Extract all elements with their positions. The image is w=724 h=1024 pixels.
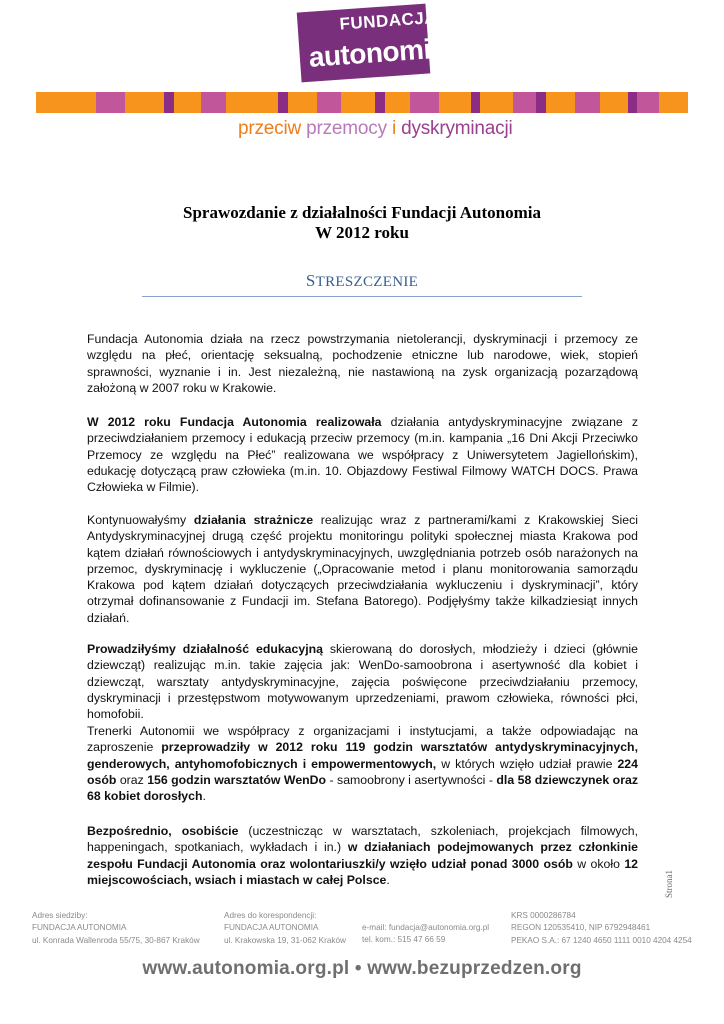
stripe-segment — [226, 92, 259, 113]
header-color-stripe — [36, 92, 688, 113]
stripe-segment — [317, 92, 340, 113]
heading-initial: S — [305, 271, 316, 290]
footer-registry — [511, 910, 692, 947]
stripe-segment — [637, 92, 658, 113]
p6-a: (uczestnicząc w warsztatach, szkoleniach, projekcjach filmowych, happeningach, spotkaniach, wykładach i in.) — [87, 824, 638, 855]
stripe-segment — [600, 92, 627, 113]
footer-col2-label: Adres do korespondencji: — [224, 911, 317, 920]
paragraph-trainers — [87, 723, 638, 804]
stripe-segment — [575, 92, 600, 113]
footer-regon-nip: REGON 120535410, NIP 6792948461 — [511, 923, 651, 933]
section-heading-streszczenie — [100, 271, 624, 291]
document-title-year: W 2012 roku — [315, 223, 409, 242]
p6-d: . — [386, 872, 390, 887]
fundacja-autonomia-logo — [297, 4, 447, 83]
footer-col2-address: ul. Krakowska 19, 31-062 Kraków — [224, 935, 346, 945]
footer-contact — [362, 922, 489, 947]
stripe-segment — [174, 92, 201, 113]
footer-correspondence-address — [224, 910, 346, 947]
p6-b3: 12 miejscowościach, wsiach i miastach w całej Polsce — [87, 856, 638, 887]
stripe-segment — [341, 92, 376, 113]
footer-websites[interactable]: www.autonomia.org.pl • www.bezuprzedzen.org — [142, 958, 582, 979]
footer-email[interactable]: e-mail: fundacja@autonomia.org.pl — [362, 923, 490, 932]
document-title: Sprawozdanie z działalności Fundacji Autonomia — [183, 203, 541, 222]
paragraph-education — [87, 641, 638, 722]
stripe-segment — [385, 92, 410, 113]
stripe-segment — [96, 92, 125, 113]
stripe-segment — [125, 92, 164, 113]
stripe-segment — [164, 92, 174, 113]
stripe-segment — [628, 92, 638, 113]
heading-rest: TRESZCZENIE — [315, 274, 419, 290]
p2-text: działania antydyskryminacyjne związane z przeciwdziałaniem przemocy i edukacją przeciw przemocy (m.in. kampania „16 Dni Akcji Przeciwko Przemocy ze względu na Płeć” realizowana we współpracy z Uniwersytetem Jagiellońskim), edukację dotyczącą praw człowieka (m.in. 10. Objazdowy Festiwal Filmowy WATCH DOCS. Prawa Człowieka w Filmie). — [87, 415, 639, 495]
p4-bold: Prowadziłyśmy działalność edukacyjną — [87, 642, 323, 656]
stripe-segment — [659, 92, 688, 113]
paragraph-about: Fundacja Autonomia działa na rzecz powstrzymania nietolerancji, dyskryminacji i przemocy ze względu na płeć, orientację seksualną, pochodzenie etniczne lub narodowe, wiek, stopień sprawności, wyznanie i in. Jest niezależną, nie nastawioną na zysk organizacją pozarządową założoną w 2007 roku w Krakowie. — [87, 332, 638, 395]
stripe-segment — [410, 92, 439, 113]
tagline-word-i: i — [391, 118, 396, 139]
stripe-segment — [36, 92, 73, 113]
p3-bold: działania strażnicze — [193, 513, 314, 527]
p5-e: - samoobrony i asertywności - — [326, 772, 497, 787]
footer-krs: KRS 0000286784 — [511, 911, 576, 920]
footer-col1-org: FUNDACJA AUTONOMIA — [32, 923, 127, 933]
page-number-marker: Strona1 — [664, 870, 674, 898]
logo-line-autonomia: autonomia — [307, 32, 447, 73]
stripe-segment — [259, 92, 278, 113]
stripe-segment — [201, 92, 226, 113]
footer-col1-label: Adres siedziby: — [32, 911, 88, 920]
p5-b1: przeprowadziły w 2012 roku 119 godzin warsztatów antydyskryminacyjnych, genderowych, antyhomofobicznych i empowermentowych, — [87, 740, 638, 771]
p5-b2: 224 osób — [87, 756, 638, 787]
p3-a: Kontynuowałyśmy — [87, 513, 194, 527]
p5-c: w których wzięło udział prawie — [436, 756, 618, 771]
stripe-segment — [288, 92, 317, 113]
stripe-segment — [439, 92, 470, 113]
tagline-word-przeciw: przeciw — [238, 118, 302, 139]
p5-a: Trenerki Autonomii we współpracy z organizacjami i instytucjami, a także odpowiadając na zaproszenie — [87, 724, 638, 755]
p6-b2: w działaniach podejmowanych przez członkinie zespołu Fundacji Autonomia oraz wolontariuszki/y wzięło udział ponad 3000 osób — [87, 840, 638, 871]
tagline-word-przemocy: przemocy — [306, 118, 387, 139]
header-tagline — [238, 118, 513, 140]
stripe-segment — [513, 92, 536, 113]
p3-b: realizując wraz z partnerami/kami z Krakowskiej Sieci Antydyskryminacyjnej drugą część projektu monitoringu polityki społecznej miasta Krakowa pod kątem działań równościowych i antydyskryminacyjnych, uwzględniania potrzeb osób narażonych na przemoc, dyskryminację i wykluczenie („Opracowanie metod i planu monitorowania samorządu Krakowa pod kątem działań dotyczących przeciwdziałania wykluczeniu i dyskryminacji”, który otrzymał dofinansowanie z Fundacji im. Stefana Batorego). Podjęłyśmy także kilkadziesiąt innych działań. — [87, 513, 638, 625]
stripe-segment — [536, 92, 546, 113]
stripe-segment — [375, 92, 385, 113]
paragraph-watchdog — [87, 512, 638, 626]
stripe-segment — [278, 92, 288, 113]
footer-phone: tel. kom.: 515 47 66 59 — [362, 935, 446, 945]
p6-b1: Bezpośrednio, osobiście — [87, 824, 239, 838]
footer-bank-account: PEKAO S.A.: 67 1240 4650 1111 0010 4204 4254 — [511, 935, 692, 945]
logo-line-fundacja: FUNDACJA — [338, 7, 438, 34]
p5-b3: 156 godzin warsztatów WenDo — [147, 772, 327, 787]
stripe-segment — [73, 92, 96, 113]
paragraph-participants — [87, 823, 638, 888]
p5-f: . — [202, 789, 206, 804]
heading-divider — [142, 296, 582, 297]
stripe-segment — [480, 92, 513, 113]
p6-c: w około — [572, 856, 625, 871]
paragraph-2012-activities — [87, 414, 638, 495]
p5-b4: dla 58 dziewczynek oraz 68 kobiet dorosłych — [87, 772, 638, 804]
tagline-word-dyskryminacji: dyskryminacji — [401, 118, 513, 139]
stripe-segment — [471, 92, 481, 113]
stripe-segment — [546, 92, 575, 113]
footer-col1-address: ul. Konrada Wallenroda 55/75, 30-867 Kraków — [32, 935, 200, 945]
footer-col2-org: FUNDACJA AUTONOMIA — [224, 923, 319, 933]
footer-registered-address — [32, 910, 200, 947]
p5-d: oraz — [116, 772, 148, 787]
p2-bold: W 2012 roku Fundacja Autonomia realizowała — [87, 415, 382, 429]
p4-text: skierowaną do dorosłych, młodzieży i dzieci (głównie dziewcząt) realizując m.in. takie zajęcia jak: WenDo-samoobrona i asertywność dla kobiet i dziewcząt, warsztaty antydyskryminacyjne, zajęcia poświęcone przeciwdziałaniu przemocy, dyskryminacji i przestępstwom motywowanym uprzedzeniami, prawom człowieka, równości płci, homofobii. — [87, 642, 638, 722]
